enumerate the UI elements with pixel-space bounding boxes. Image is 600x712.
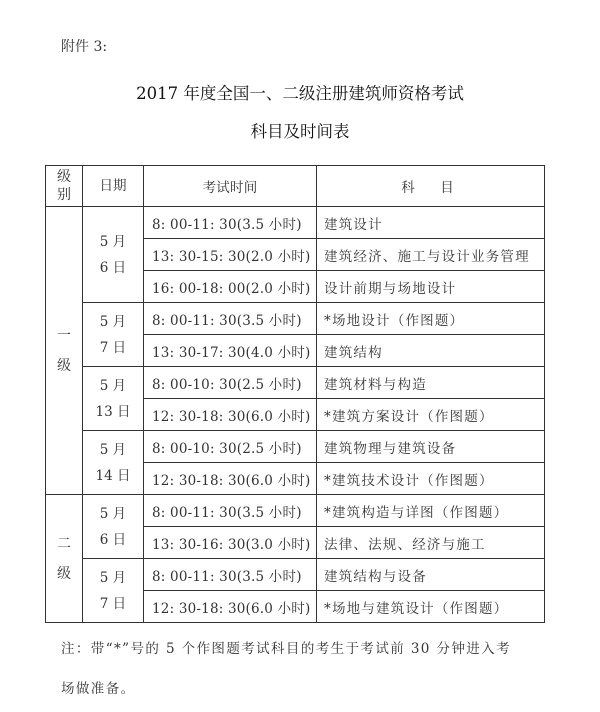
date-cell: 5 月 6 日 [83, 207, 144, 303]
time-cell: 8: 00-11: 30(3.5 小时) [144, 495, 317, 527]
subject-cell: *建筑构造与详图（作图题） [317, 495, 545, 527]
document-subtitle: 科目及时间表 [250, 122, 350, 141]
table-header-row [46, 166, 545, 207]
table-row [46, 495, 545, 527]
header-date: 日期 [83, 166, 144, 207]
subject-cell: 建筑物理与建筑设备 [317, 431, 545, 463]
time-cell: 13: 30-17: 30(4.0 小时) [144, 335, 317, 367]
header-level: 级别 [46, 166, 83, 207]
date-cell: 5 月 7 日 [83, 559, 144, 623]
subject-cell: 建筑结构与设备 [317, 559, 545, 591]
subject-cell: 建筑结构 [317, 335, 545, 367]
time-cell: 8: 00-10: 30(2.5 小时) [144, 431, 317, 463]
subject-cell: 法律、法规、经济与施工 [317, 527, 545, 559]
subject-cell: *场地与建筑设计（作图题） [317, 591, 545, 623]
time-cell: 8: 00-11: 30(3.5 小时) [144, 303, 317, 335]
date-cell: 5 月 6 日 [83, 495, 144, 559]
table-row [46, 207, 545, 239]
date-cell: 5 月 14 日 [83, 431, 144, 495]
document-title: 2017 年度全国一、二级注册建筑师资格考试 [136, 84, 464, 103]
time-cell: 8: 00-10: 30(2.5 小时) [144, 367, 317, 399]
subject-cell: *建筑方案设计（作图题） [317, 399, 545, 431]
header-subject: 科 目 [317, 166, 545, 207]
attachment-label: 附件 3: [61, 39, 108, 55]
subject-cell: 设计前期与场地设计 [317, 271, 545, 303]
time-cell: 12: 30-18: 30(6.0 小时) [144, 591, 317, 623]
level-cell: 一级 [46, 207, 83, 495]
time-cell: 8: 00-11: 30(3.5 小时) [144, 559, 317, 591]
table-row [46, 367, 545, 399]
subject-cell: 建筑材料与构造 [317, 367, 545, 399]
time-cell: 8: 00-11: 30(3.5 小时) [144, 207, 317, 239]
exam-schedule-table [45, 165, 545, 623]
level-cell: 二级 [46, 495, 83, 623]
time-cell: 12: 30-18: 30(6.0 小时) [144, 399, 317, 431]
subject-cell: 建筑经济、施工与设计业务管理 [317, 239, 545, 271]
subject-cell: *场地设计（作图题） [317, 303, 545, 335]
subject-cell: *建筑技术设计（作图题） [317, 463, 545, 495]
table-row [46, 431, 545, 463]
time-cell: 16: 00-18: 00(2.0 小时) [144, 271, 317, 303]
time-cell: 13: 30-16: 30(3.0 小时) [144, 527, 317, 559]
time-cell: 13: 30-15: 30(2.0 小时) [144, 239, 317, 271]
footnote-line-1: 注：带“*”号的 5 个作图题考试科目的考生于考试前 30 分钟进入考 [61, 641, 511, 657]
footnote-line-2: 场做准备。 [61, 681, 136, 697]
date-cell: 5 月 7 日 [83, 303, 144, 367]
date-cell: 5 月 13 日 [83, 367, 144, 431]
header-time: 考试时间 [144, 166, 317, 207]
table-row [46, 559, 545, 591]
subject-cell: 建筑设计 [317, 207, 545, 239]
time-cell: 12: 30-18: 30(6.0 小时) [144, 463, 317, 495]
table-row [46, 303, 545, 335]
